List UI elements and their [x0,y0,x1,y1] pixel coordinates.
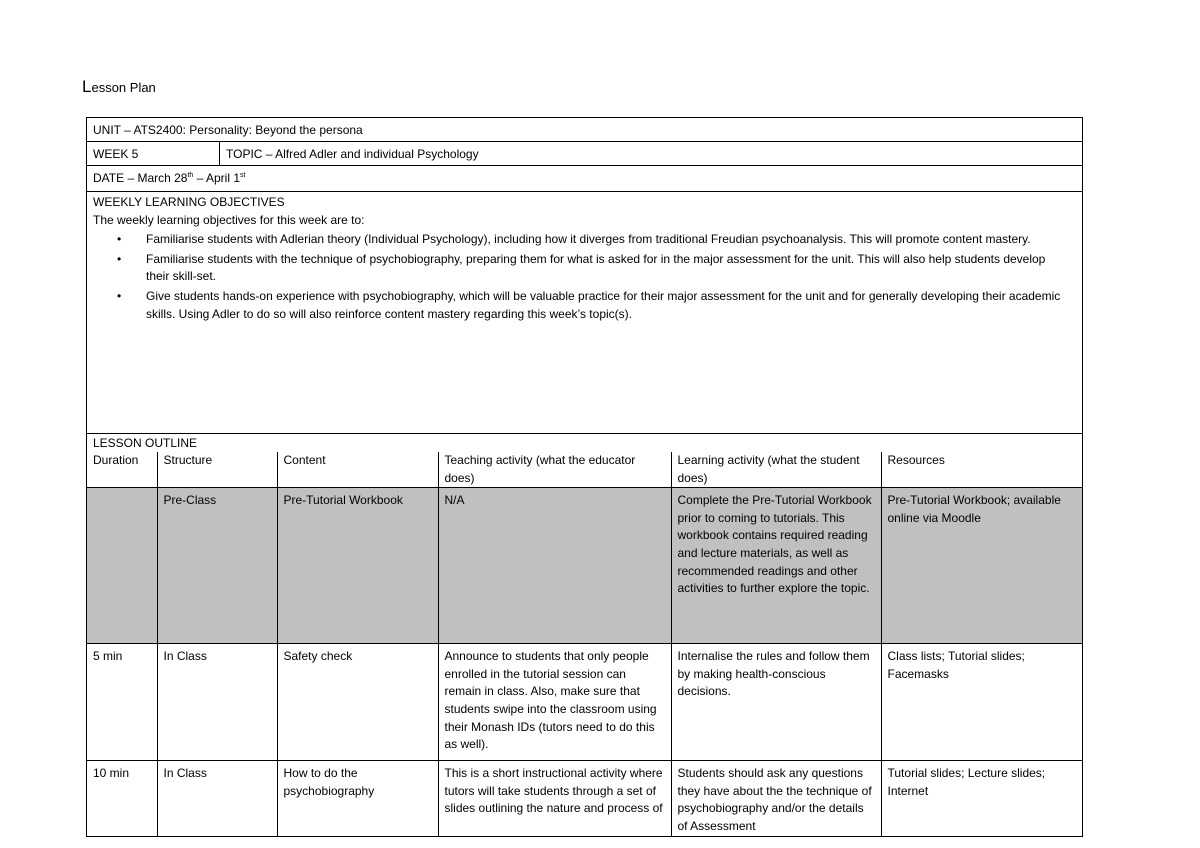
table-cell [87,488,157,644]
table-cell: How to do the psychobiography [277,761,438,836]
date-row [87,166,1082,192]
table-cell: Tutorial slides; Lecture slides; Internet [881,761,1082,836]
table-cell: Internalise the rules and follow them by making health-conscious decisions. [671,644,881,761]
column-header: Structure [157,452,277,488]
column-header: Learning activity (what the student does) [671,452,881,488]
column-header: Resources [887,453,945,467]
table-cell: Pre-Class [157,488,277,644]
topic-cell [220,142,479,165]
list-item [93,231,1072,249]
week-topic-row [87,142,1082,166]
unit-row [87,118,1082,142]
bullet: • [117,288,122,303]
objective-text: Familiarise students with Adlerian theory (Individual Psychology), including how it diverges from traditional Freudian psychoanalysis. This will promote content mastery. [146,232,1031,247]
table-cell: Students should ask any questions they have about the the technique of psychobiography and/or the details of Assessment [671,761,881,836]
list-item [93,288,1072,323]
topic-label: TOPIC – Alfred Adler and individual Psychology [226,147,479,161]
outline-heading-text: LESSON OUTLINE [93,436,198,450]
bullet: • [117,232,122,247]
table-cell: Complete the Pre-Tutorial Workbook prior to coming to tutorials. This workbook contains required reading and lecture materials, as well as recommended readings and other activities to further explore the topic. [671,488,881,644]
table-row [87,488,1082,644]
objectives-intro: The weekly learning objectives for this week are to: [93,212,365,227]
table-cell: 10 min [87,761,157,836]
table-row [87,761,1082,836]
date-sup-1: th [187,172,194,179]
objectives-heading: WEEKLY LEARNING OBJECTIVES [93,195,285,209]
table-cell: Class lists; Tutorial slides; Facemasks [881,644,1082,761]
table-cell: Pre-Tutorial Workbook [277,488,438,644]
table-cell: Pre-Tutorial Workbook; available online via Moodle [881,488,1082,644]
lesson-plan-table [86,117,1083,837]
table-header-row [87,452,1082,488]
outline-heading [87,434,1082,452]
table-cell: 5 min [87,644,157,761]
table-cell: Announce to students that only people enrolled in the tutorial session can remain in class. Also, make sure that students swipe into the classroom using their Monash IDs (tutors need to do this as well). [438,644,671,761]
table-cell: Safety check [277,644,438,761]
column-header: Content [277,452,438,488]
table-cell: This is a short instructional activity where tutors will take students through a set of slides outlining the nature and process of [438,761,671,836]
objective-text: Give students hands-on experience with psychobiography, which will be valuable practice for their major assessment for the unit and for generally developing their academic skills. Using Adler to do so will also reinforce content mastery regarding this week’s topic(s). [146,288,1061,321]
title-initial: L [82,77,92,96]
week-cell [87,142,220,165]
table-cell: In Class [157,644,277,761]
table-cell: In Class [157,761,277,836]
column-header: Teaching activity (what the educator does) [438,452,671,488]
title-rest: esson Plan [91,80,156,95]
document-title [82,78,156,97]
table-row [87,644,1082,761]
objective-text: Familiarise students with the technique of psychobiography, preparing them for what is asked for in the major assessment for the unit. This will also help students develop their skill-set. [146,251,1046,284]
date-prefix: DATE – March 28 [93,171,188,185]
date-mid: – April 1 [193,171,241,185]
objectives-section [87,192,1082,434]
list-item [93,251,1072,286]
week-label: WEEK 5 [93,147,139,161]
column-header: Duration [87,452,157,488]
unit-line: UNIT – ATS2400: Personality: Beyond the persona [93,123,363,137]
outline-table [87,452,1082,836]
date-sup-2: st [240,172,246,179]
table-cell: N/A [438,488,671,644]
bullet: • [117,251,122,266]
objectives-list [93,231,1072,323]
